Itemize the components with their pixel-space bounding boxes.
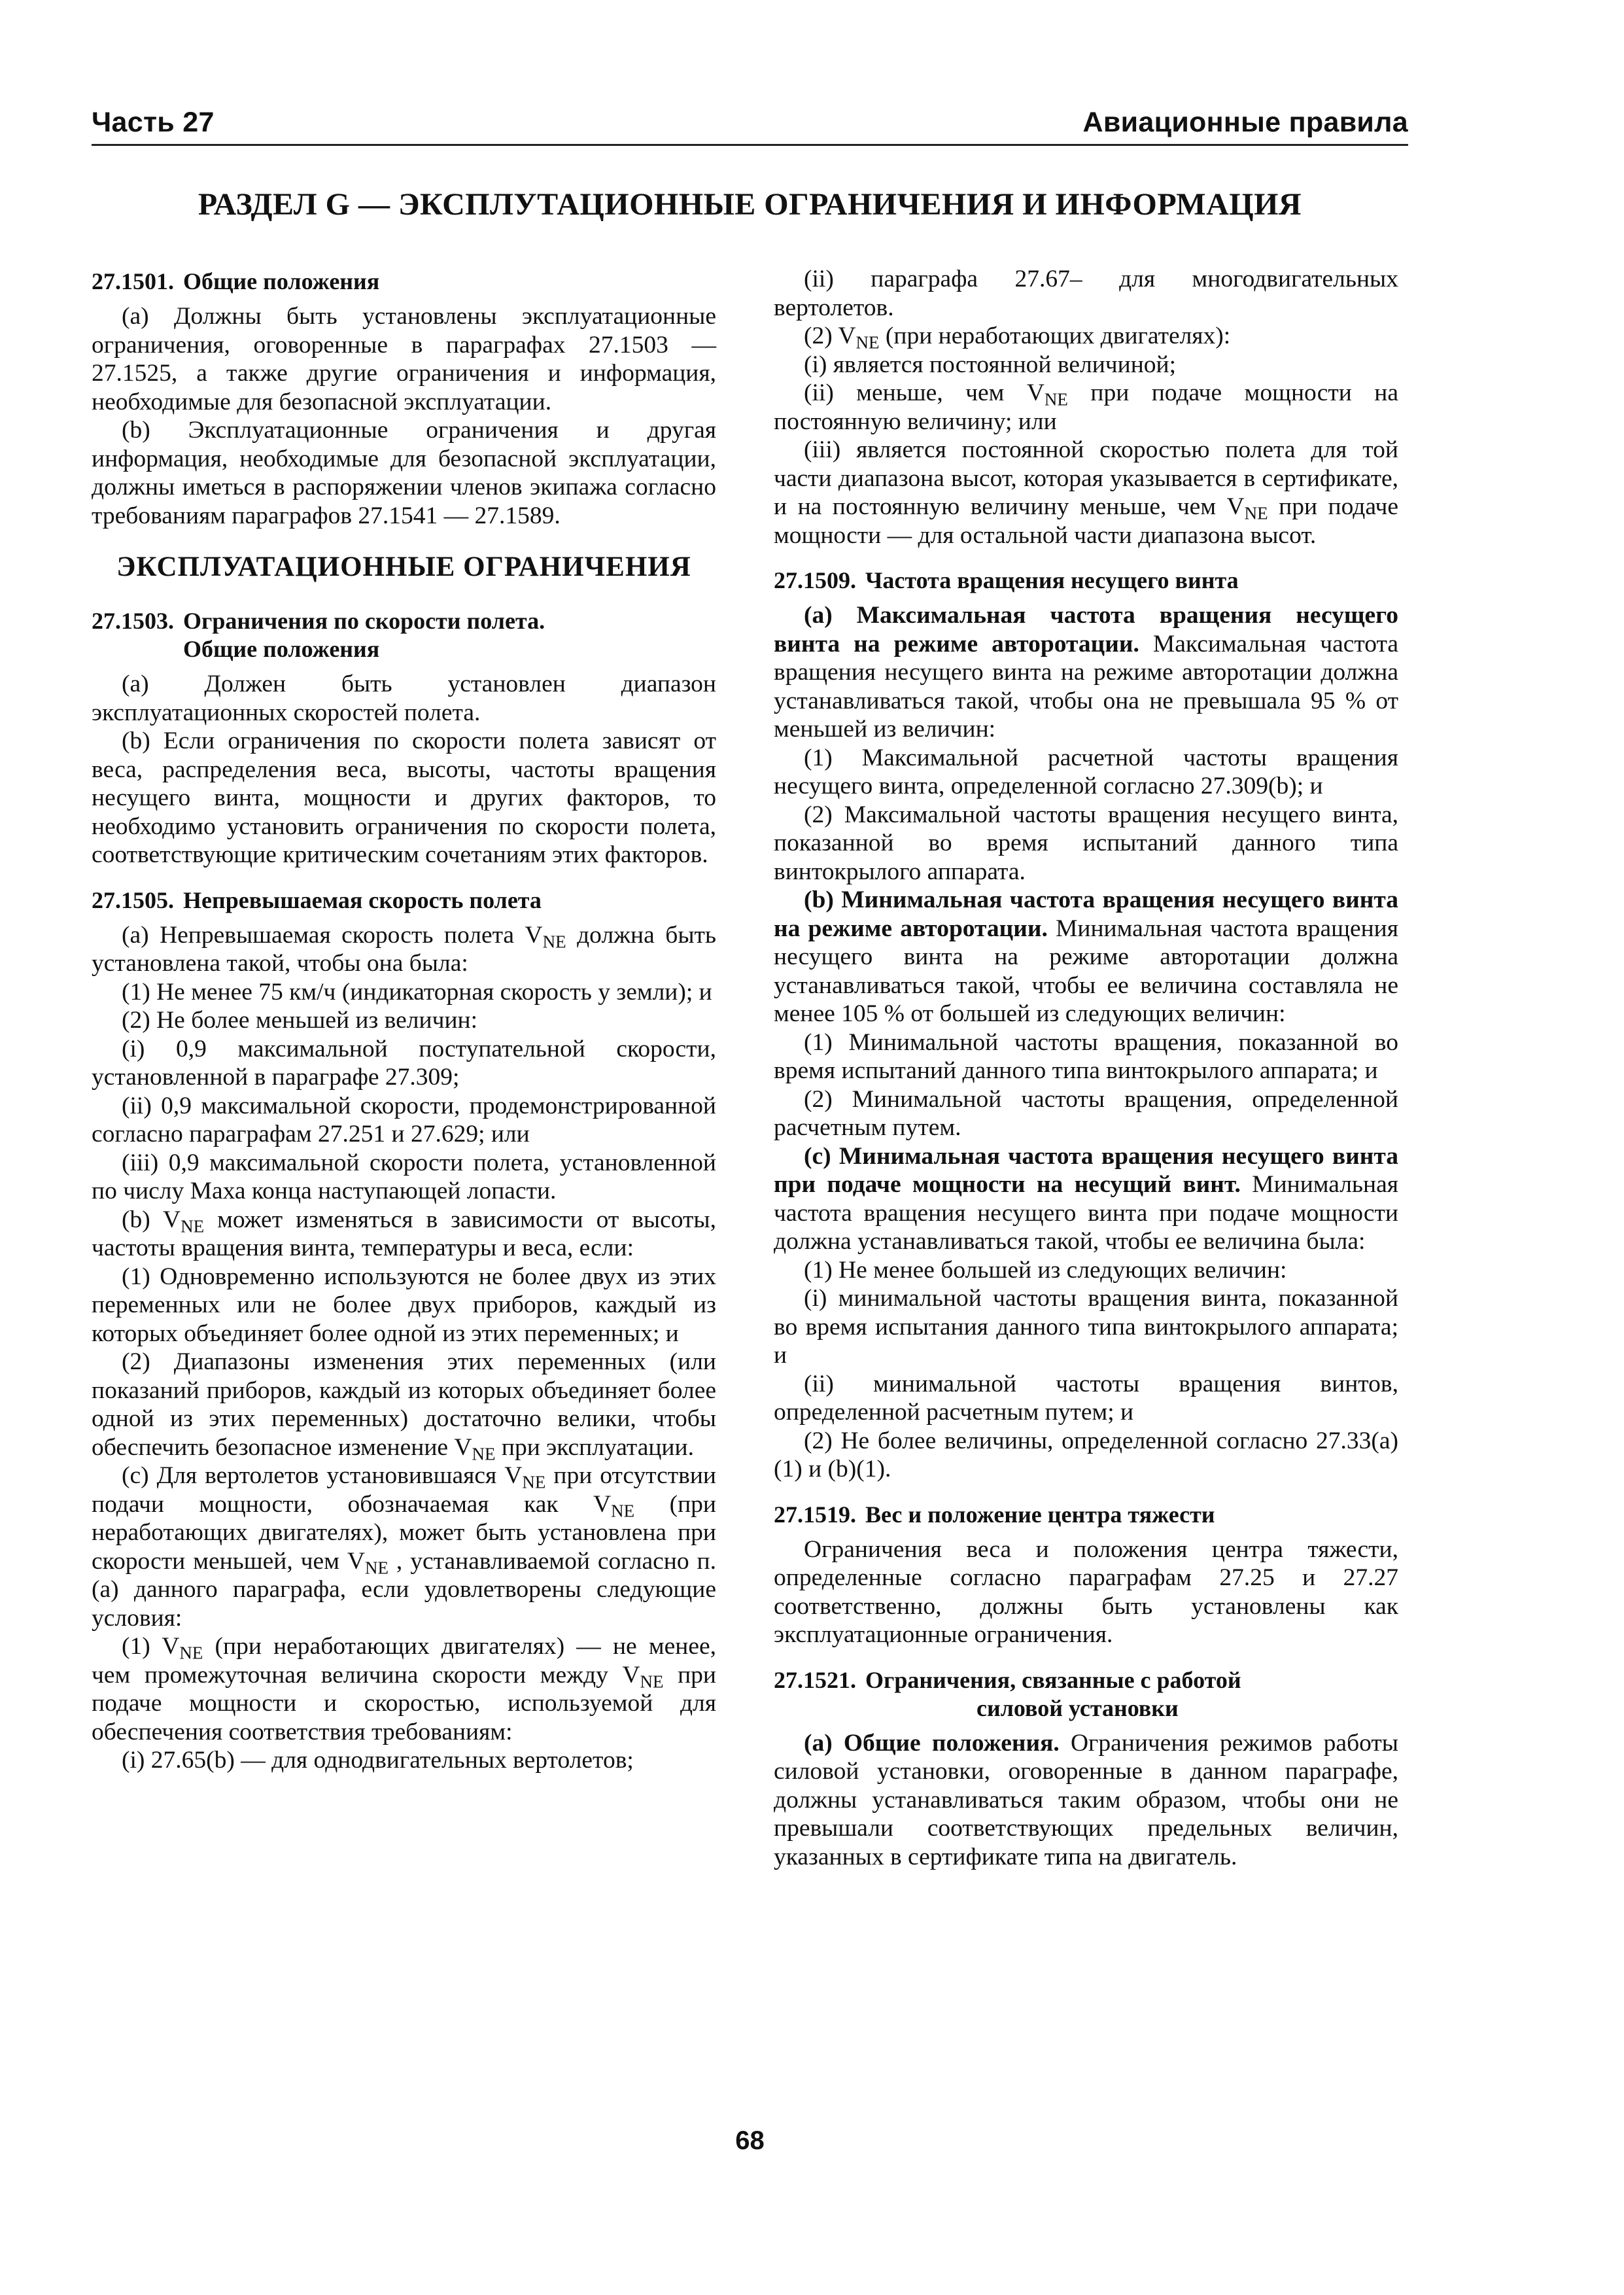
- subscript: NE: [542, 932, 566, 952]
- paragraph: [92, 921, 716, 978]
- text: (iii) является постоянной скоростью полета для той части диапазона высот, которая указывается в сертификате, и на постоянную величину меньше, чем V: [774, 436, 1398, 520]
- paragraph: [774, 436, 1398, 550]
- paragraph: [774, 886, 1398, 1028]
- paragraph: (i) 27.65(b) — для однодвигательных вертолетов;: [122, 1747, 634, 1774]
- subscript: NE: [181, 1216, 205, 1236]
- text: при подаче мощности на постоянную величину; или: [774, 379, 1398, 435]
- bold-lead: (a) Общие положения.: [804, 1729, 1060, 1757]
- text: (2) V: [804, 323, 856, 349]
- subscript: NE: [640, 1672, 664, 1692]
- subscript: NE: [611, 1501, 635, 1521]
- text: при отсутствии подачи мощности, обозначаемая как V: [92, 1462, 716, 1518]
- text: должна быть установлена такой, чтобы она была:: [92, 921, 717, 977]
- subscript: NE: [1244, 503, 1268, 523]
- section-title: Частота вращения несущего винта: [865, 567, 1239, 593]
- paragraph: (ii) минимальной частоты вращения винтов, определенной расчетным путем; и: [774, 1370, 1398, 1426]
- paragraph: (i) минимальной частоты вращения винта, показанной во время испытания данного типа винтокрылого аппарата; и: [774, 1285, 1398, 1369]
- subscript: NE: [855, 332, 880, 353]
- paragraph: (2) Не более меньшей из величин:: [122, 1007, 478, 1034]
- section-title: Общие положения: [183, 268, 380, 294]
- paragraph: (iii) 0,9 максимальной скорости полета, установленной по числу Маха конца наступающей лопасти.: [92, 1149, 716, 1204]
- paragraph: [92, 1348, 716, 1462]
- paragraph: [774, 379, 1398, 436]
- section-heading: ЭКСПЛУАТАЦИОННЫЕ ОГРАНИЧЕНИЯ: [116, 552, 691, 582]
- section-number: 27.1521.: [774, 1666, 856, 1693]
- paragraph: (b) Эксплуатационные ограничения и другая информация, необходимые для безопасной эксплуатации, должны иметься в распоряжении членов экипажа согласно требованиям параграфов 27.1541 — 27.1589.: [92, 417, 716, 529]
- paragraph: (2) Минимальной частоты вращения, определенной расчетным путем.: [774, 1085, 1398, 1141]
- paragraph: [774, 1142, 1398, 1256]
- paragraph: [774, 1729, 1398, 1872]
- bold-lead: (a) Максимальная частота вращения несущего винта на режиме авторотации.: [774, 602, 1398, 657]
- text: (c) Для вертолетов установившаяся V: [122, 1462, 523, 1489]
- subscript: NE: [472, 1444, 496, 1464]
- page-title: РАЗДЕЛ G — ЭКСПЛУТАЦИОННЫЕ ОГРАНИЧЕНИЯ И ИНФОРМАЦИЯ: [198, 187, 1302, 222]
- paragraph: (a) Должен быть установлен диапазон эксплуатационных скоростей полета.: [92, 671, 716, 726]
- title-line: Ограничения, связанные с работой: [865, 1666, 1241, 1693]
- paragraph: Ограничения веса и положения центра тяжести, определенные согласно параграфам 27.25 и 27.27 соответственно, должны быть установлены как эксплуатационные ограничения.: [774, 1535, 1398, 1648]
- left-column: [92, 265, 716, 1775]
- text: (a) Непревышаемая скорость полета V: [122, 921, 543, 949]
- paragraph: (1) Одновременно используются не более двух из этих переменных или не более двух приборов, каждый из которых объединяет более одной из этих переменных; и: [92, 1263, 716, 1347]
- section-number: 27.1519.: [774, 1501, 856, 1528]
- paragraph: (1) Не менее 75 км/ч (индикаторная скорость у земли); и: [122, 978, 712, 1006]
- section-title: Непревышаемая скорость полета: [183, 886, 542, 913]
- title-line: Общие положения: [183, 636, 380, 662]
- section-number: 27.1501.: [92, 268, 174, 294]
- section-number: 27.1503.: [92, 608, 174, 634]
- text: при подаче мощности и скоростью, используемой для обеспечения соответствия требованиям:: [92, 1661, 717, 1745]
- subscript: NE: [1044, 389, 1068, 410]
- text: (при неработающих двигателях) — не менее, чем промежуточная величина скорости между V: [92, 1633, 716, 1689]
- paragraph: (1) Минимальной частоты вращения, показанной во время испытаний данного типа винтокрылого аппарата; и: [774, 1028, 1398, 1084]
- text: при подаче мощности — для остальной части диапазона высот.: [774, 493, 1398, 549]
- section-number: 27.1509.: [774, 567, 856, 593]
- text: (b) V: [122, 1206, 181, 1233]
- heading-27-1521: [774, 1666, 1398, 1723]
- text: , устанавливаемой согласно п. (a) данного параграфа, если удовлетворены следующие условия:: [92, 1547, 716, 1632]
- heading-27-1519: [774, 1501, 1398, 1529]
- section-number: 27.1505.: [92, 886, 174, 913]
- paragraph: [92, 1632, 716, 1746]
- text: (2) Диапазоны изменения этих переменных (или показаний приборов, каждый из которых объединяет более одной из этих переменных) достаточно велики, чтобы обеспечить безопасное изменение V: [92, 1348, 716, 1461]
- paragraph: [774, 601, 1398, 744]
- heading-27-1505: [92, 886, 716, 915]
- paragraph: [774, 322, 1398, 351]
- section-title: [183, 607, 716, 663]
- text: может изменяться в зависимости от высоты, частоты вращения винта, температуры и веса, если:: [92, 1206, 716, 1261]
- paragraph: (1) Не менее большей из следующих величин:: [804, 1256, 1287, 1284]
- text: Минимальная частота вращения несущего винта при подаче мощности должна устанавливаться такой, чтобы ее величина была:: [774, 1171, 1398, 1255]
- title-line: силовой установки: [976, 1694, 1179, 1721]
- paragraph: (1) Максимальной расчетной частоты вращения несущего винта, определенной согласно 27.309(b); и: [774, 744, 1398, 799]
- text: (1) V: [122, 1633, 180, 1660]
- heading-27-1509: [774, 567, 1398, 595]
- paragraph: (i) 0,9 максимальной поступательной скорости, установленной в параграфе 27.309;: [92, 1035, 716, 1091]
- text: (при неработающих двигателях):: [879, 323, 1231, 349]
- running-header: [92, 98, 1408, 146]
- text: Минимальная частота вращения несущего винта на режиме авторотации должна устанавливаться такой, чтобы ее величина составляла не менее 105 % от большей из следующих величин:: [774, 915, 1398, 1027]
- paragraph: (2) Не более величины, определенной согласно 27.33(a)(1) и (b)(1).: [774, 1427, 1398, 1482]
- paragraph: (b) Если ограничения по скорости полета зависят от веса, распределения веса, высоты, частоты вращения несущего винта, мощности и других факторов, то необходимо установить ограничения по скорости полета, соответствующие критическим сочетаниям этих факторов.: [92, 727, 716, 868]
- subscript: NE: [522, 1472, 546, 1492]
- paragraph: (ii) 0,9 максимальной скорости, продемонстрированной согласно параграфам 27.251 и 27.629; или: [92, 1092, 716, 1148]
- text: Ограничения режимов работы силовой установки, оговоренные в данном параграфе, должны устанавливаться таким образом, чтобы они не превышали соответствующих предельных величин, указанных в сертификате типа на двигатель.: [774, 1729, 1398, 1870]
- section-title: Вес и положение центра тяжести: [865, 1501, 1215, 1528]
- header-part: Часть 27: [92, 107, 215, 138]
- paragraph: (ii) параграфа 27.67– для многодвигательных вертолетов.: [774, 266, 1398, 321]
- text: (при неработающих двигателях), может быть установлена при скорости меньшей, чем V: [92, 1490, 716, 1575]
- paragraph: (2) Максимальной частоты вращения несущего винта, показанной во время испытаний данного типа винтокрылого аппарата.: [774, 801, 1398, 885]
- section-title: [865, 1666, 1398, 1723]
- paragraph: [92, 1206, 716, 1263]
- header-rules: Авиационные правила: [1082, 107, 1408, 138]
- paragraph: (i) является постоянной величиной;: [804, 351, 1177, 378]
- text: при эксплуатации.: [495, 1433, 694, 1461]
- paragraph: (a) Должны быть установлены эксплуатационные ограничения, оговоренные в параграфах 27.1503 — 27.1525, а также другие ограничения и информация, необходимые для безопасной эксплуатации.: [92, 303, 716, 415]
- heading-27-1501: [92, 268, 716, 296]
- bold-lead: (c) Минимальная частота вращения несущего винта при подаче мощности на несущий винт.: [774, 1142, 1398, 1198]
- title-line: Ограничения по скорости полета.: [183, 608, 545, 634]
- text: Максимальная частота вращения несущего винта на режиме авторотации должна устанавливаться такой, чтобы она не превышала 95 % от меньшей из величин:: [774, 630, 1398, 743]
- subscript: NE: [364, 1558, 389, 1578]
- paragraph: [92, 1462, 716, 1632]
- text: (ii) меньше, чем V: [804, 379, 1045, 406]
- bold-lead: (b) Минимальная частота вращения несущего винта на режиме авторотации.: [774, 886, 1398, 942]
- right-column: [774, 265, 1398, 1871]
- heading-27-1503: [92, 607, 716, 663]
- subscript: NE: [179, 1643, 203, 1663]
- page-number: 68: [735, 2126, 765, 2155]
